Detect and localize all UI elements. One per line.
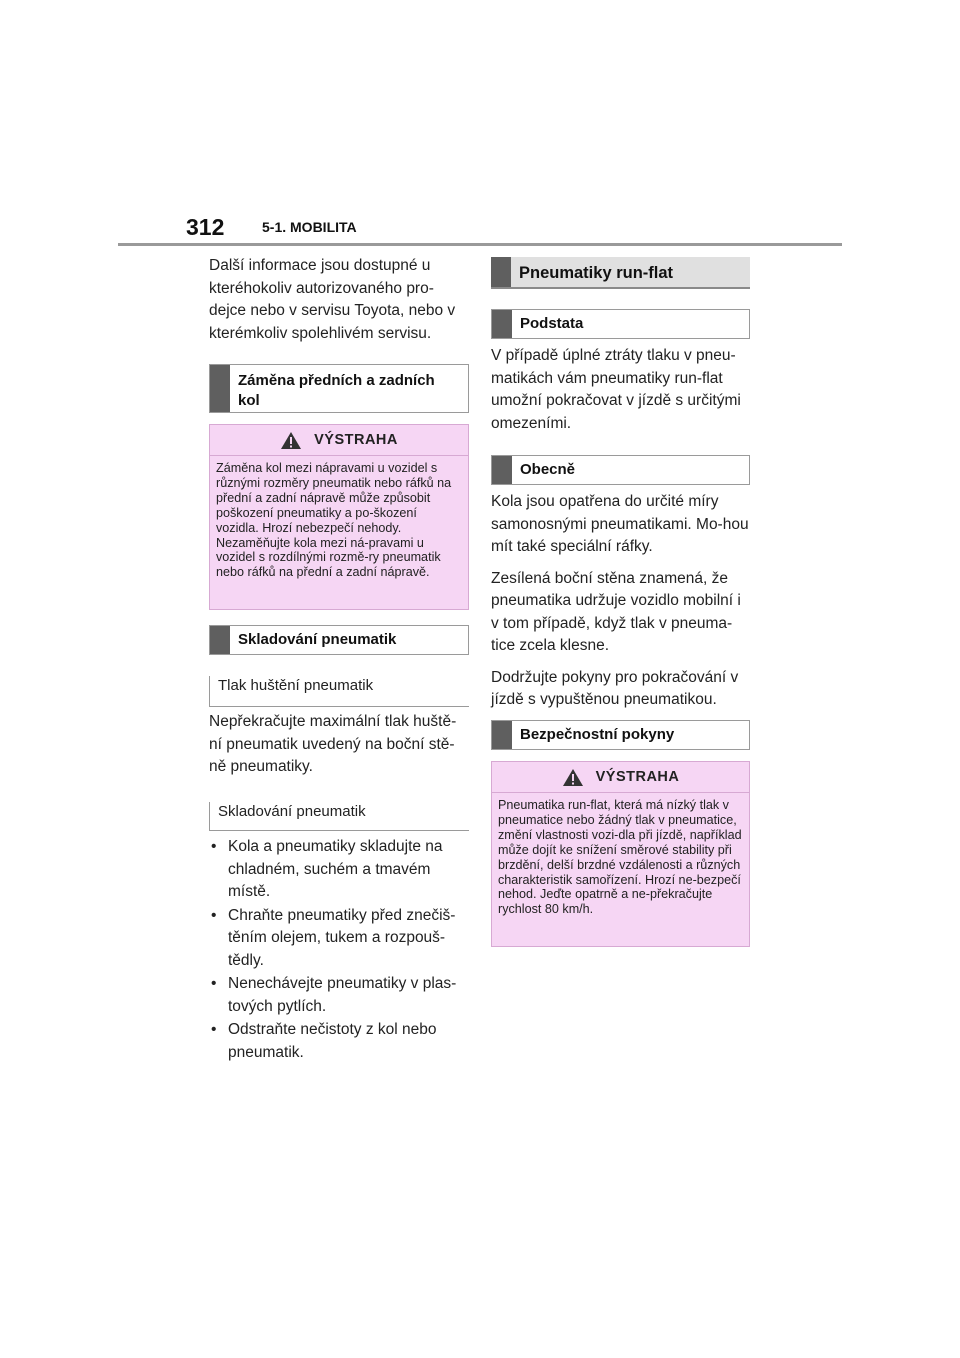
warning-header — [492, 762, 749, 793]
header-divider — [118, 243, 842, 246]
page-number: 312 — [186, 214, 225, 240]
heading-bar — [210, 626, 230, 654]
principle-paragraph: V případě úplné ztráty tlaku v pneu-matikách vám pneumatiky run-flat umožní pokračovat v jízdě s určitými omezeními. — [491, 347, 741, 432]
subheading-tire-pressure: Tlak huštění pneumatik — [209, 676, 469, 707]
banner-title: Pneumatiky run-flat — [519, 264, 674, 282]
heading-bar — [492, 310, 512, 338]
storage-bullet-list — [209, 836, 469, 1065]
list-item: • Chraňte pneumatiky před znečiš-těním olejem, tukem a rozpouš-tědly. — [209, 905, 469, 973]
section-title: 5-1. MOBILITA — [262, 219, 357, 235]
warning-triangle-icon — [280, 431, 302, 450]
warning-box-run-flat — [491, 761, 750, 947]
heading-text: Záměna předních a zadních kol — [238, 372, 435, 409]
warning-header — [210, 425, 468, 456]
intro-paragraph: Další informace jsou dostupné u kteréhokoliv autorizovaného pro-dejce nebo v servisu Toyota, nebo v kterémkoliv spolehlivém servisu. — [209, 257, 456, 342]
heading-text: Bezpečnostní pokyny — [520, 726, 675, 743]
warning-title: VÝSTRAHA — [314, 432, 398, 448]
list-item: • Nenechávejte pneumatiky v plas-tových pytlích. — [209, 973, 469, 1018]
list-item: • Odstraňte nečistoty z kol nebo pneumatik. — [209, 1019, 469, 1064]
heading-text: Podstata — [520, 315, 584, 332]
heading-bar — [492, 456, 512, 484]
heading-tire-storage — [209, 625, 469, 655]
pressure-paragraph: Nepřekračujte maximální tlak huště-ní pneumatik uvedený na boční stě-ně pneumatiky. — [209, 713, 457, 775]
general-paragraph: Kola jsou opatřena do určité míry samonosnými pneumatikami. Mo-hou mít také speciální ráfky. — [491, 493, 749, 555]
section-banner-run-flat — [491, 257, 750, 289]
heading-safety — [491, 720, 750, 750]
heading-swap-wheels — [209, 364, 469, 413]
heading-bar — [492, 721, 512, 749]
heading-general — [491, 455, 750, 485]
heading-bar — [210, 365, 230, 412]
heading-text: Obecně — [520, 461, 576, 478]
general-text-block — [491, 491, 750, 712]
general-paragraph: Dodržujte pokyny pro pokračování v jízdě s vypuštěnou pneumatikou. — [491, 668, 739, 708]
list-item: • Kola a pneumatiky skladujte na chladném, suchém a tmavém místě. — [209, 836, 469, 904]
warning-text: Záměna kol mezi nápravami u vozidel s různými rozměry pneumatik nebo ráfků na přední a zadní nápravě může způsobit poškození pneumatiky a po-škození vozidla. Hrozí nebezpečí nehody. Nezaměňujte kola mezi ná-pravami u vozidel s rozdílnými rozmě-ry pneumatik nebo ráfků na přední a zadní nápravě. — [216, 461, 452, 580]
general-paragraph: Zesílená boční stěna znamená, že pneumatika udržuje vozidlo mobilní i v tom případě, když tlak v pneuma-tice zcela klesne. — [491, 569, 741, 654]
heading-principle — [491, 309, 750, 339]
warning-text: Pneumatika run-flat, která má nízký tlak v pneumatice nebo žádný tlak v pneumatice, změní vlastnosti vozi-dla při jízdě, například může dojít ke snížení směrové stability při brzdění, delší brzdné vzdálenosti a různých charakteristik samořízení. Hrozí ne-bezpečí nehod. Jeďte opatrně a ne-překračujte rychlost 80 km/h. — [498, 798, 742, 917]
warning-triangle-icon — [562, 768, 584, 787]
subheading-tire-storage: Skladování pneumatik — [209, 802, 469, 831]
warning-title: VÝSTRAHA — [595, 769, 680, 785]
heading-text: Skladování pneumatik — [238, 631, 397, 648]
banner-bar — [491, 257, 511, 287]
warning-box-swap — [209, 424, 469, 610]
